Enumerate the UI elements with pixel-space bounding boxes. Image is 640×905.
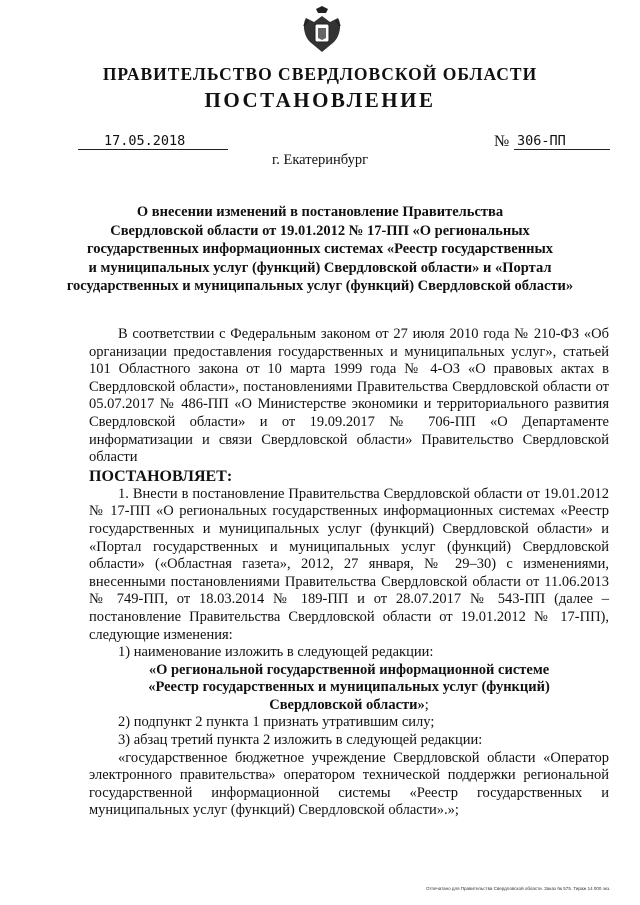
title-line: и муниципальных услуг (функций) Свердловской области» и «Портал [88, 259, 552, 276]
title-line: государственных и муниципальных услуг (функций) Свердловской области» [66, 278, 574, 294]
document-number: 306-ПП [517, 133, 566, 149]
new-name-text: Свердловской области» [269, 696, 425, 713]
print-footer: Отпечатано для Правительства Свердловской области. Заказ № 575. Тираж 14 000 экз. [426, 886, 611, 891]
new-name-end: ; [424, 696, 429, 713]
subitem-2: 2) подпункт 2 пункта 1 признать утратившим силу; [118, 714, 435, 731]
decrees-heading: ПОСТАНОВЛЯЕТ: [89, 467, 233, 485]
new-name-line: «О региональной государственной информационной системе [148, 661, 550, 678]
subitem-3: 3) абзац третий пункта 2 изложить в следующей редакции: [118, 732, 483, 749]
city: г. Екатеринбург [271, 152, 369, 168]
new-name-line-3 [89, 697, 609, 715]
document-title [40, 203, 600, 296]
item-1-paragraph: 1. Внести в постановление Правительства Свердловской области от 19.01.2012 № 17-ПП «О региональных государственных информационных системах «Реестр государственных и муниципальных услуг (функций) Свердловской области» и «Портал государственных и муниципальных услуг (функций) Свердловской области» («Областная газета», 2012, 27 января, № 29–30) с изменениями, внесенными постановлениями Правительства Свердловской области от 11.06.2013 № 749-ПП, от 18.03.2014 № 189-ПП и от 28.07.2017 № 543-ПП (далее – постановление Правительства Свердловской области от 19.01.2012 № 17-ПП), следующие изменения: [89, 485, 609, 643]
coat-of-arms-icon [302, 6, 342, 56]
number-sign: № [494, 133, 510, 150]
title-line: Свердловской области от 19.01.2012 № 17-ПП «О региональных [110, 222, 530, 239]
number-underline [514, 149, 610, 150]
title-line: О внесении изменений в постановление Правительства [136, 204, 504, 220]
document-date: 17.05.2018 [104, 133, 186, 149]
new-name-line: «Реестр государственных и муниципальных услуг (функций) [148, 679, 550, 696]
subitem-1: 1) наименование изложить в следующей редакции: [118, 644, 434, 661]
quoted-paragraph: «государственное бюджетное учреждение Свердловской области «Оператор электронного правительства» оператором технической поддержки региональной государственной информационной системы «Реестр государственных и муниципальных услуг (функций) Свердловской области».»; [89, 749, 609, 819]
organization-name: ПРАВИТЕЛЬСТВО СВЕРДЛОВСКОЙ ОБЛАСТИ [102, 64, 538, 84]
preamble-paragraph: В соответствии с Федеральным законом от 27 июля 2010 года № 210-ФЗ «Об организации предоставления государственных и муниципальных услуг», статьей 101 Областного закона от 10 марта 1999 года № 4-ОЗ «О правовых актах в Свердловской области», постановлениями Правительства Свердловской области от 05.07.2017 № 486-ПП «О Министерстве экономики и территориального развития Свердловской области» и от 19.09.2017 № 706-ПП «О Департаменте информатизации и связи Свердловской области» Правительство Свердловской области [89, 326, 609, 466]
title-line: государственных информационных системах «Реестр государственных [86, 241, 554, 257]
document-type: ПОСТАНОВЛЕНИЕ [204, 88, 436, 112]
date-underline [78, 149, 228, 150]
document-body [89, 326, 609, 820]
